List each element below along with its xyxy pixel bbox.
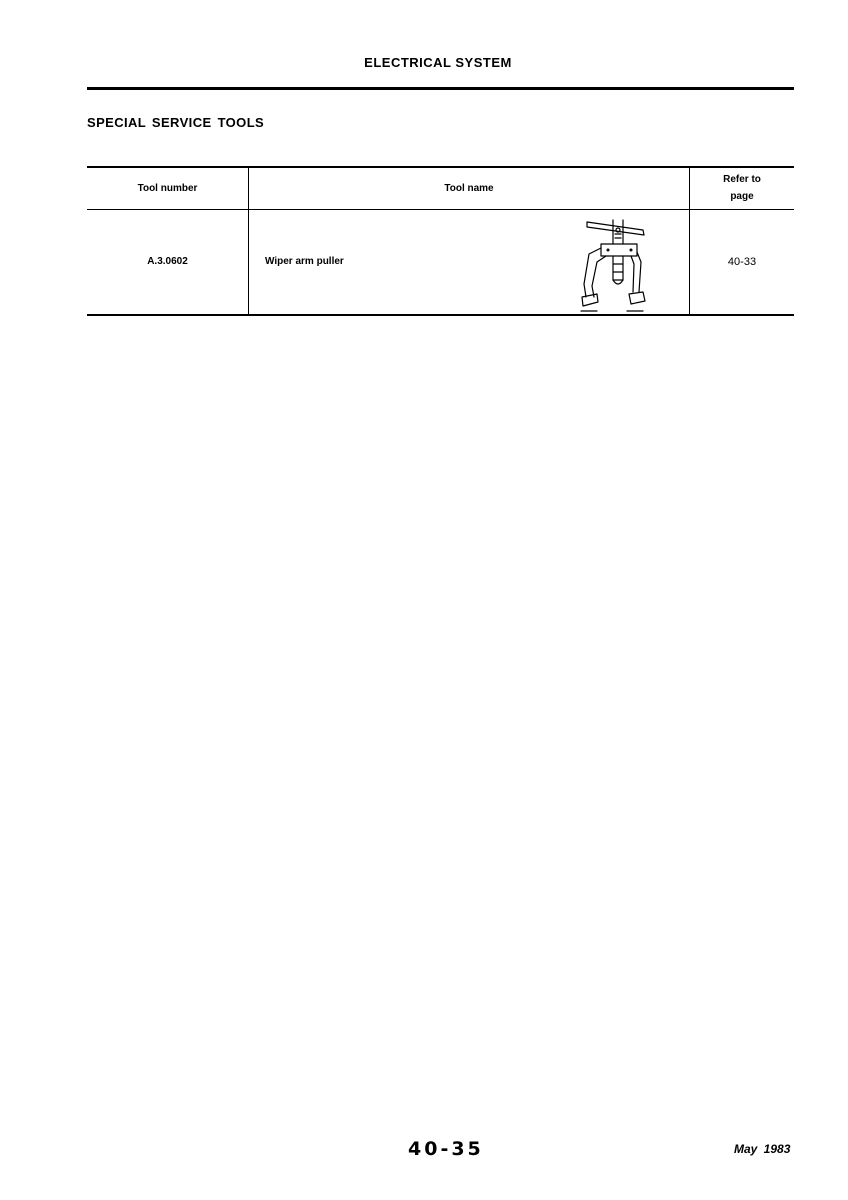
tool-name-text: Wiper arm puller <box>265 256 344 268</box>
tool-name-cell <box>249 209 690 315</box>
special-tools-table <box>87 166 794 316</box>
wiper-arm-puller-icon <box>579 214 679 314</box>
refer-page-label: page <box>730 191 754 203</box>
header-rule <box>87 87 794 90</box>
publication-date: May 1983 <box>734 1142 791 1156</box>
refer-page-cell: 40-33 <box>727 255 757 268</box>
column-header-refer-to-page <box>690 167 795 209</box>
table-row <box>87 209 794 315</box>
section-title: SPECIAL SERVICE TOOLS <box>87 115 265 130</box>
column-header-tool-number: Tool number <box>87 167 249 209</box>
page-number: 40-35 <box>408 1138 484 1160</box>
document-header: ELECTRICAL SYSTEM <box>364 55 512 70</box>
table-header-row <box>87 167 794 209</box>
tool-number-cell: A.3.0602 <box>87 209 249 315</box>
refer-to-label: Refer to <box>723 174 761 186</box>
column-header-tool-name: Tool name <box>249 167 690 209</box>
